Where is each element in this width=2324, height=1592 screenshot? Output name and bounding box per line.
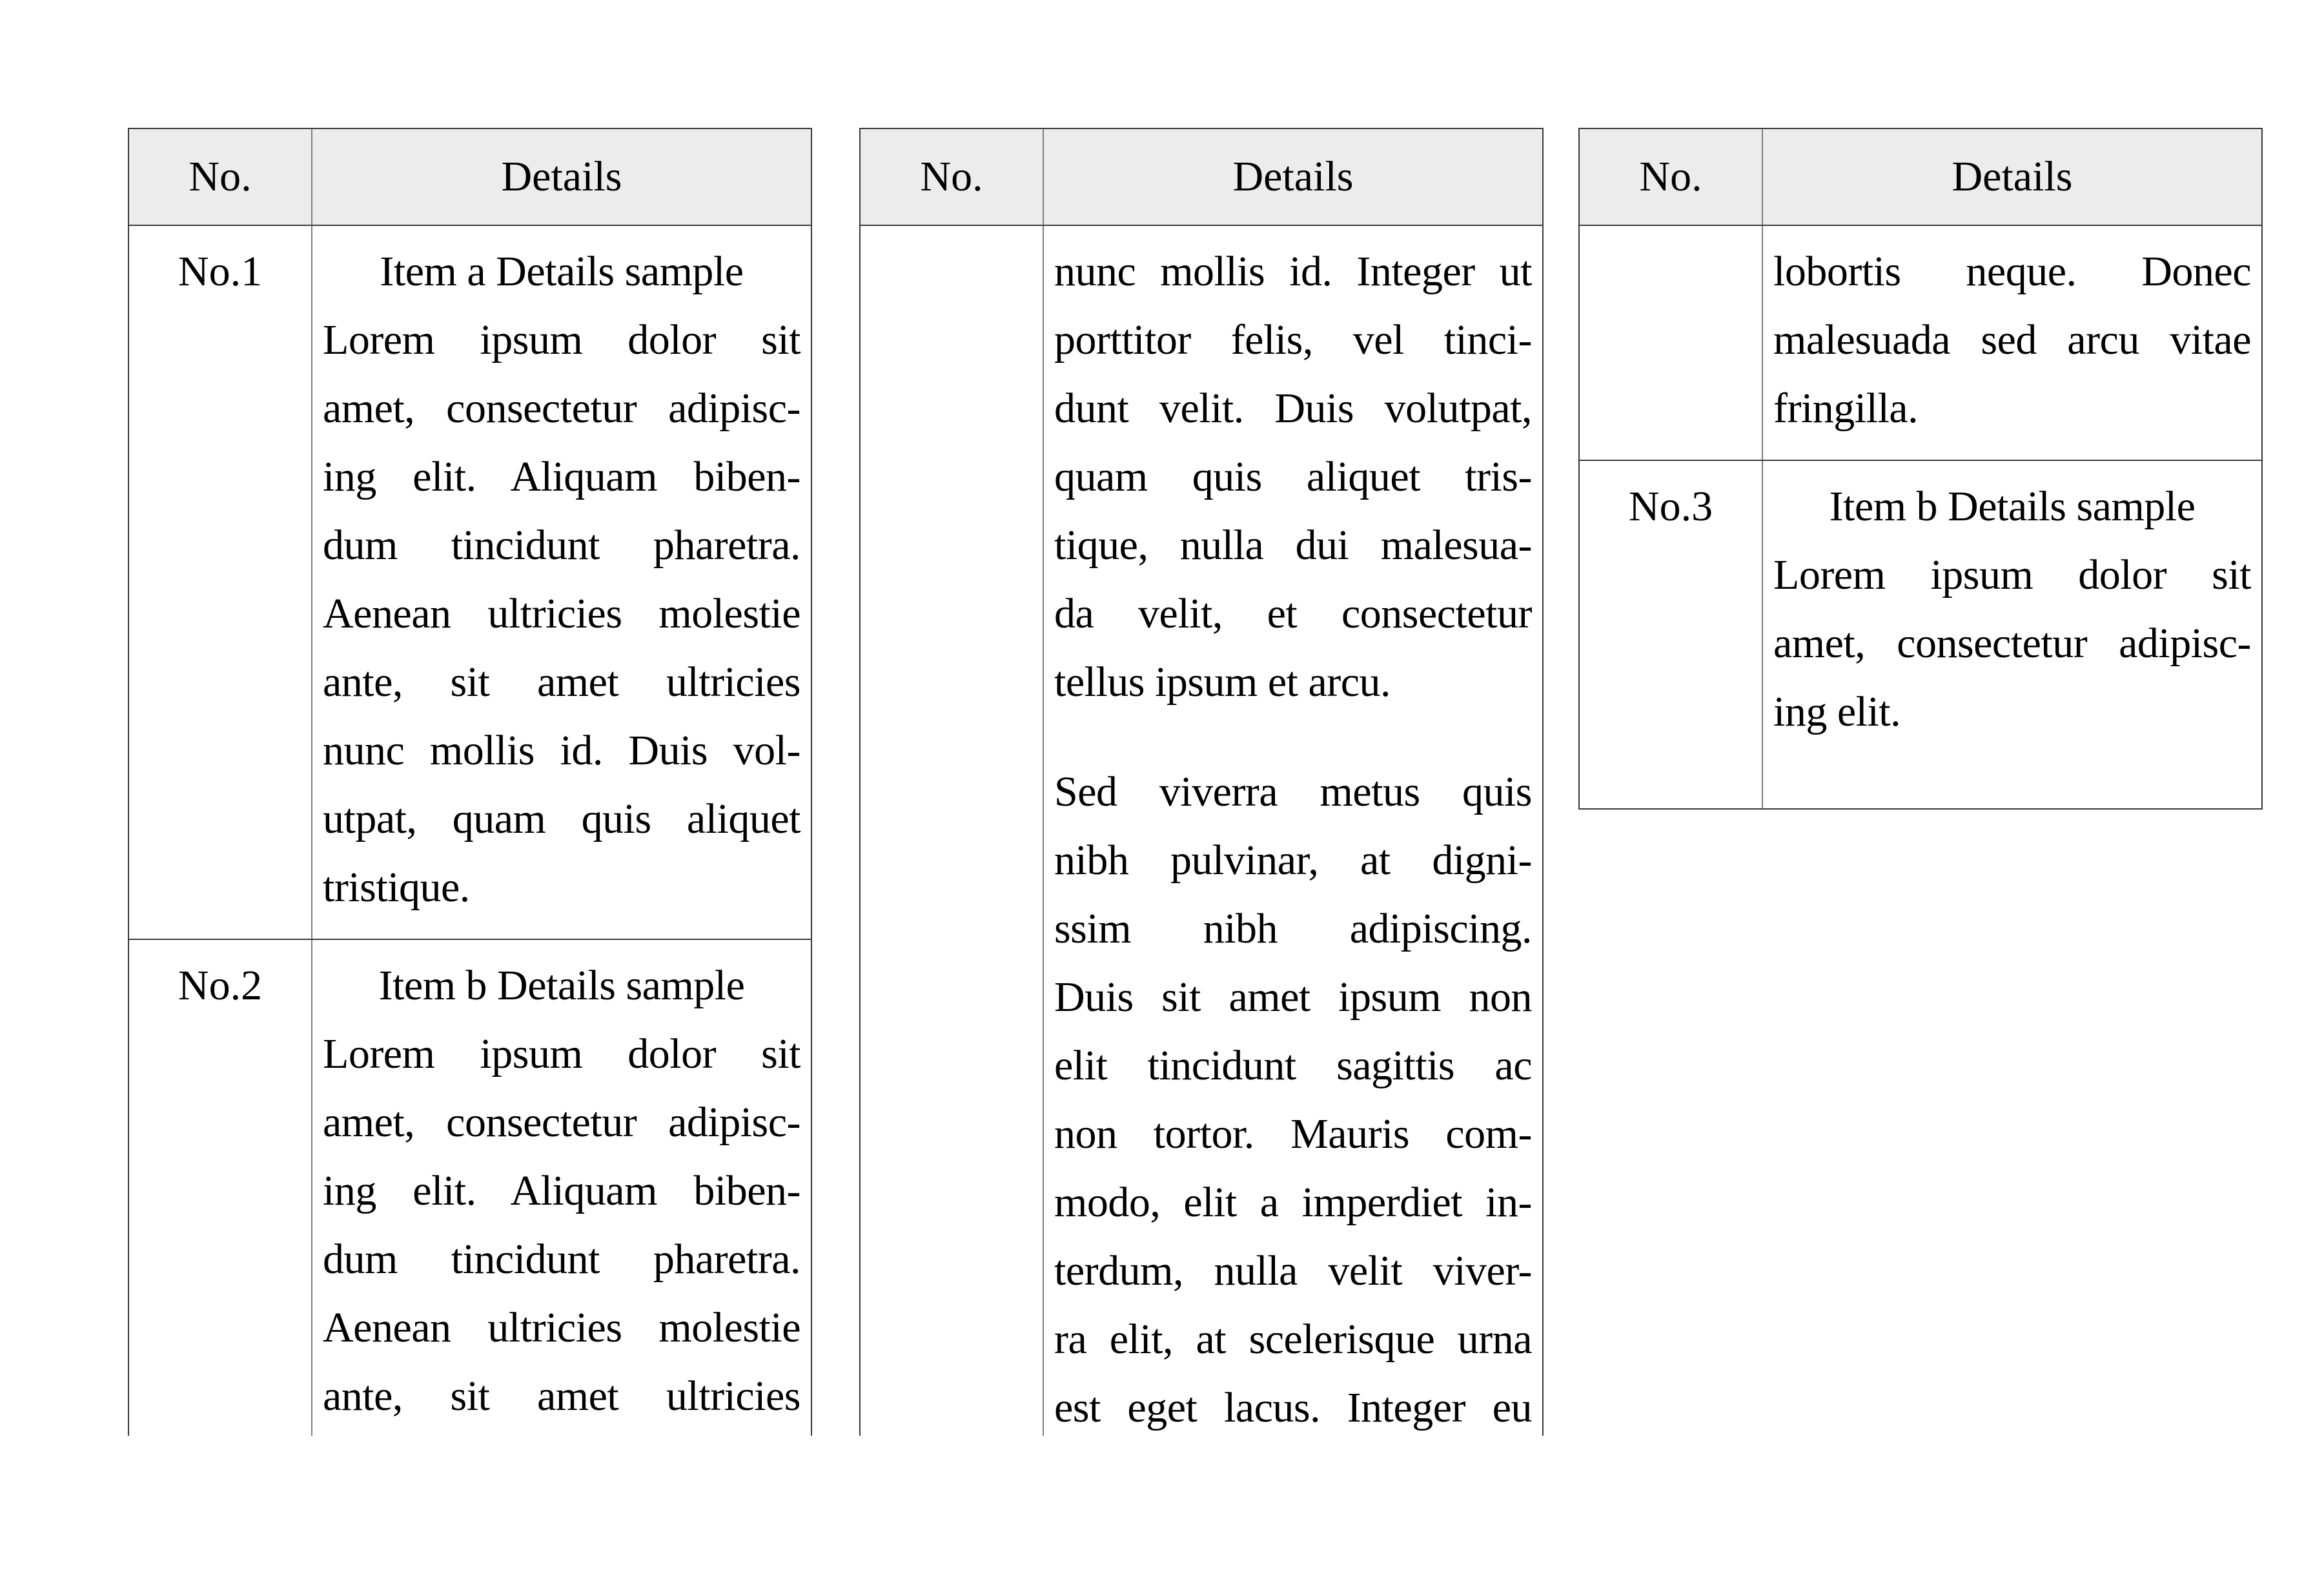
details-cell (1763, 461, 2261, 808)
text-line: ra elit, at scelerisque urna (1054, 1316, 1532, 1363)
no-cell (861, 226, 1044, 1436)
text-line: ing elit. (1773, 688, 1901, 735)
text-line: porttitor felis, vel tinci- (1054, 316, 1532, 363)
text-line: quam quis aliquet tris- (1054, 453, 1532, 500)
text-line: utpat, quam quis aliquet (323, 795, 800, 842)
details-table-column-2 (859, 128, 1544, 1436)
text-line: amet, consectetur adipisc- (323, 385, 800, 432)
table-header-row (861, 129, 1542, 226)
text-line: Sed viverra metus quis (1054, 768, 1532, 815)
text-line: Lorem ipsum dolor sit (323, 316, 800, 363)
table-body (1580, 226, 2261, 808)
table-header-row (129, 129, 811, 226)
text-line: ing elit. Aliquam biben- (323, 453, 800, 500)
text-line: tristique. (323, 864, 470, 911)
table-row (1580, 460, 2261, 808)
table-body (129, 226, 811, 1436)
details-cell (312, 226, 811, 939)
text-line: modo, elit a imperdiet in- (1054, 1179, 1532, 1226)
text-line: Lorem ipsum dolor sit (323, 1030, 800, 1077)
no-cell: No.1 (129, 226, 312, 939)
details-cell (1044, 226, 1542, 1436)
no-cell: No.2 (129, 940, 312, 1436)
text-line: dunt velit. Duis volutpat, (1054, 385, 1532, 432)
header-cell-no: No. (861, 129, 1044, 225)
details-cell (312, 940, 811, 1436)
table-row (129, 939, 811, 1436)
text-line: tellus ipsum et arcu. (1054, 658, 1391, 706)
table-row (861, 226, 1542, 1436)
text-line: terdum, nulla velit viver- (1054, 1247, 1532, 1294)
text-line: fringilla. (1773, 385, 1919, 432)
text-line: Item b Details sample (1829, 483, 2196, 530)
details-cell (1763, 226, 2261, 460)
text-line: amet, consectetur adipisc- (1773, 620, 2251, 667)
text-line: amet, consectetur adipisc- (323, 1099, 800, 1146)
header-cell-details: Details (1232, 153, 1354, 200)
details-table-column-1 (128, 128, 812, 1436)
no-cell (1580, 226, 1763, 460)
text-line: Lorem ipsum dolor sit (1773, 551, 2251, 598)
no-cell: No.3 (1580, 461, 1763, 808)
table-row (129, 226, 811, 939)
text-line: elit tincidunt sagittis ac (1054, 1042, 1532, 1089)
text-line: da velit, et consectetur (1054, 590, 1532, 637)
text-line: nunc mollis id. Integer ut (1054, 248, 1532, 295)
table-header-row (1580, 129, 2261, 226)
text-line: nibh pulvinar, at digni- (1054, 837, 1532, 884)
header-cell-no: No. (1580, 129, 1763, 225)
header-cell-no: No. (129, 129, 312, 225)
text-line: Item b Details sample (378, 962, 745, 1009)
text-line: non tortor. Mauris com- (1054, 1110, 1532, 1158)
text-line: ssim nibh adipiscing. (1054, 905, 1532, 952)
text-line: dum tincidunt pharetra. (323, 1236, 800, 1283)
text-line: nunc mollis id. Duis vol- (323, 727, 800, 774)
details-table-column-3 (1578, 128, 2263, 810)
text-line: ante, sit amet ultricies (323, 658, 800, 706)
text-line: lobortis neque. Donec (1773, 248, 2251, 295)
text-line: ante, sit amet ultricies (323, 1373, 800, 1420)
table-row (1580, 226, 2261, 460)
text-line: Aenean ultricies molestie (323, 1304, 800, 1351)
header-cell-details: Details (501, 153, 622, 200)
text-line: Duis sit amet ipsum non (1054, 974, 1532, 1021)
text-line: Aenean ultricies molestie (323, 590, 800, 637)
text-line: Item a Details sample (380, 248, 744, 295)
header-cell-details: Details (1952, 153, 2073, 200)
text-line: est eget lacus. Integer eu (1054, 1384, 1532, 1431)
text-line: tique, nulla dui malesua- (1054, 522, 1532, 569)
table-body (861, 226, 1542, 1436)
text-line: dum tincidunt pharetra. (323, 522, 800, 569)
text-line: ing elit. Aliquam biben- (323, 1167, 800, 1214)
text-line: malesuada sed arcu vitae (1773, 316, 2251, 363)
